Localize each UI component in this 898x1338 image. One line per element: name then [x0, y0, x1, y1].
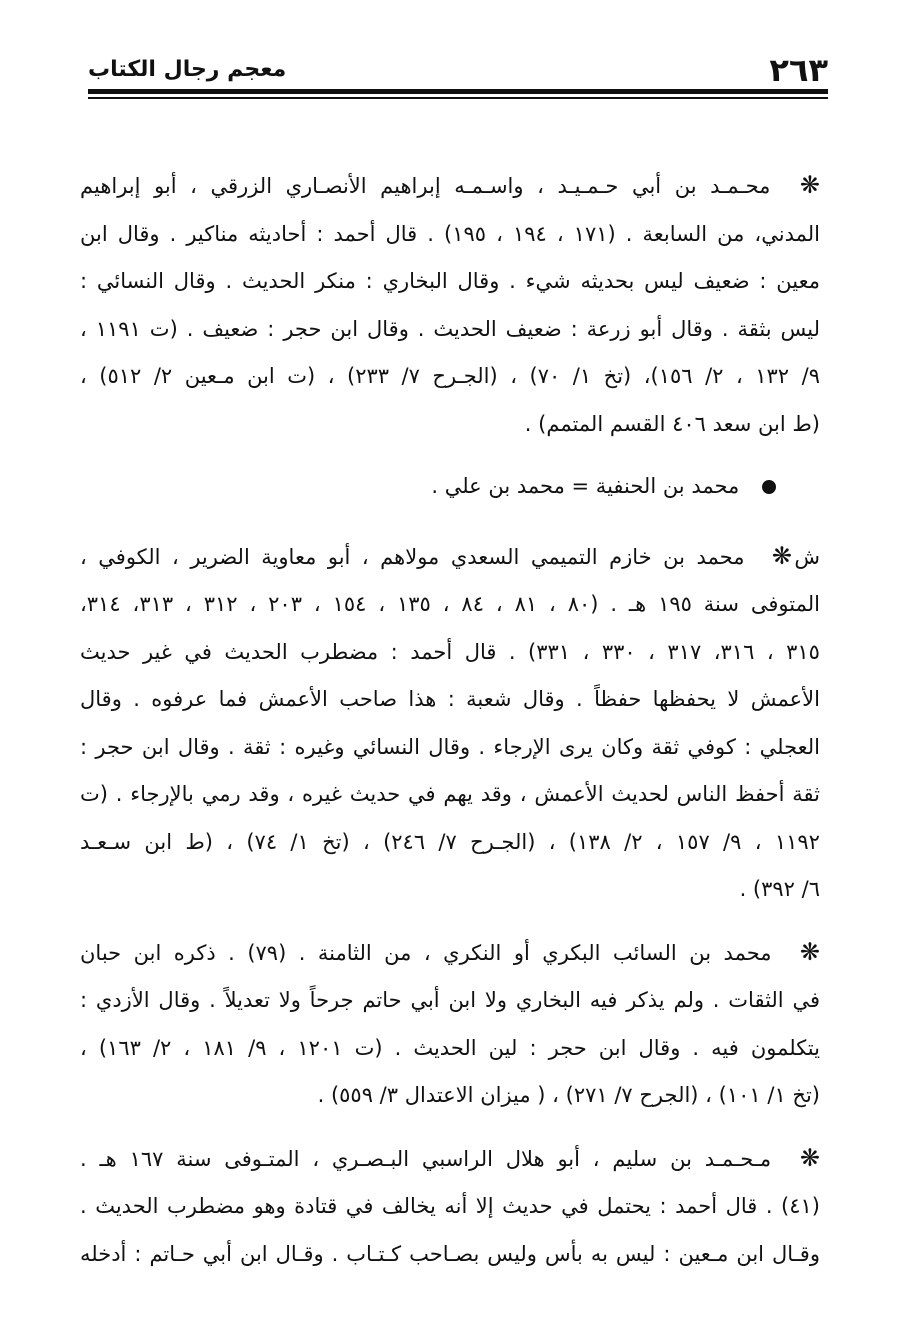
asterisk-icon: ❋ [799, 1143, 820, 1172]
entry-line: (٤١) . قال أحمد : يحتمل في حديث إلا أنه يخالف في قتادة وهو مضطرب الحديث . [80, 1194, 820, 1218]
cross-reference-text: محمد بن الحنفية = محمد بن علي . [431, 474, 740, 498]
entry-line: ٦/ ٣٩٢) . [739, 877, 820, 901]
entry-line: في الثقات . ولم يذكر فيه البخاري ولا ابن أبي حاتم جرحاً ولا تعديلاً . وقال الأزدي : [80, 988, 820, 1012]
bullet-icon [762, 480, 776, 494]
entry-line: العجلي : كوفي ثقة وكان يرى الإرجاء . وقال النسائي وغيره : ثقة . وقال ابن حجر : [80, 734, 820, 759]
entry-line: ١١٩٢ ، ٩/ ١٥٧ ، ٢/ ١٣٨) ، (الجـرح ٧/ ٢٤٦) ، (تخ ١/ ٧٤) ، (ط ابن سـعـد [80, 829, 820, 854]
cross-reference [80, 463, 820, 511]
entry-prefix: ش [794, 544, 820, 569]
asterisk-icon: ❋ [771, 541, 792, 570]
entry-line: (تخ ١/ ١٠١) ، (الجرح ٧/ ٢٧١) ، ( ميزان الاعتدال ٣/ ٥٥٩) . [317, 1083, 820, 1107]
entry-line: (ط ابن سعد ٤٠٦ القسم المتمم) . [524, 411, 820, 436]
entry-line: ❋ مـحـمـد بن سليم ، أبو هلال الراسبي البـصـري ، المتـوفى سنة ١٦٧ هـ . [80, 1135, 820, 1184]
entry-line: ليس بثقة . وقال أبو زرعة : ضعيف الحديث . وقال ابن حجر : ضعيف . (ت ١١٩١ ، [80, 316, 820, 341]
page-header [88, 52, 828, 88]
page-body [80, 162, 820, 1293]
narrator-entry [80, 162, 820, 448]
asterisk-icon: ❋ [799, 171, 820, 199]
narrator-entry [80, 1135, 820, 1279]
narrator-entry [80, 929, 820, 1120]
entry-line: ٣١٥ ، ٣١٦، ٣١٧ ، ٣٣٠ ، ٣٣١) . قال أحمد : مضطرب الحديث في غير حديث [80, 639, 820, 664]
entry-line: ❋ محـمـد بن أبي حـمـيـد ، واسـمـه إبراهيم الأنصـاري الزرقي ، أبو إبراهيم [80, 162, 820, 211]
entry-line: يتكلمون فيه . وقال ابن حجر : لين الحديث . (ت ١٢٠١ ، ٩/ ١٨١ ، ٢/ ١٦٣) ، [80, 1035, 820, 1060]
narrator-entry [80, 533, 820, 914]
book-title: معجم رجال الكتاب [88, 57, 287, 82]
header-rule-thick [88, 89, 828, 94]
entry-line: المتوفى سنة ١٩٥ هـ . (٨٠ ، ٨١ ، ٨٤ ، ١٣٥ ، ١٥٤ ، ٢٠٣ ، ٣١٢ ، ٣١٣، ٣١٤، [80, 592, 820, 616]
entry-line: المدني، من السابعة . (١٧١ ، ١٩٤ ، ١٩٥) . قال أحمد : أحاديثه مناكير . وقال ابن [80, 221, 820, 246]
entry-line: ثقة أحفظ الناس لحديث الأعمش ، وقد يهم في حديث غيره ، وقد رمي بالإرجاء . (ت [80, 782, 820, 806]
entry-line: ش❋ محمد بن خازم التميمي السعدي مولاهم ، أبو معاوية الضرير ، الكوفي ، [80, 533, 820, 582]
entry-line: وقـال ابن مـعين : ليس به بأس وليس بصـاحب كـتـاب . وقـال ابن أبي حـاتم : أدخله [80, 1241, 820, 1266]
entry-line: ٩/ ١٣٢ ، ٢/ ١٥٦)، (تخ ١/ ٧٠) ، (الجـرح ٧/ ٢٣٣) ، (ت ابن مـعين ٢/ ٥١٢) ، [80, 364, 820, 388]
asterisk-icon: ❋ [799, 937, 820, 966]
header-rule-thin [88, 97, 828, 99]
entry-line: الأعمش لا يحفظها حفظاً . وقال شعبة : هذا صاحب الأعمش فما عرفوه . وقال [80, 687, 820, 711]
entry-line: معين : ضعيف ليس بحديثه شيء . وقال البخاري : منكر الحديث . وقال النسائي : [80, 269, 820, 293]
page-number: ٢٦٣ [769, 51, 828, 89]
entry-line: ❋ محمد بن السائب البكري أو النكري ، من الثامنة . (٧٩) . ذكره ابن حبان [80, 929, 820, 978]
